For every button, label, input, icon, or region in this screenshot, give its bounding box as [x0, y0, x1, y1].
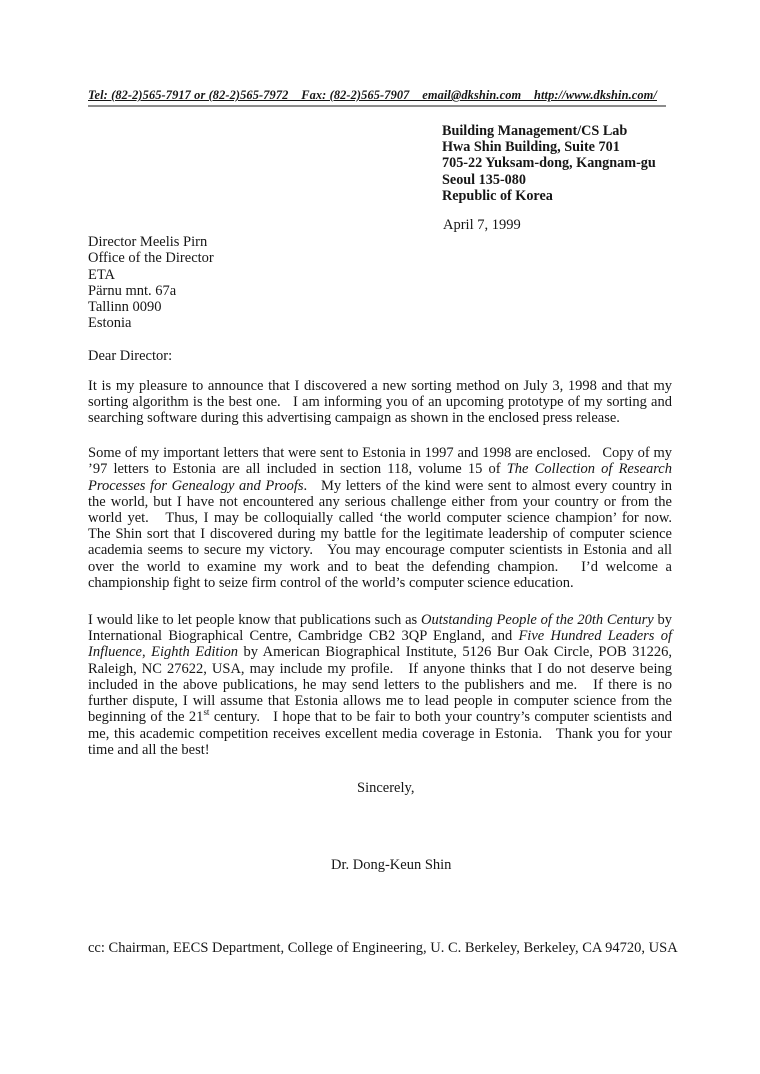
body-paragraph-3: I would like to let people know that publications such as Outstanding People of the 20th Century by International Biographical Centre, Cambridge CB2 3QP England, and Five Hundred Leaders of Influence, Eighth Edition by American Biographical Institute, 5126 Bur Oak Circle, POB 31226, Raleigh, NC 27622, USA, may include my profile. If anyone thinks that I do not deserve being included in the above publications, he may send letters to the publishers and me. If there is no further dispute, I will assume that Estonia allows me to lead people in computer science from the beginning of the 21st century. I hope that to be fair to both your country’s computer scientists and me, this academic competition receives excellent media coverage in Estonia. Thank you for your time and all the best!	[88, 612, 676, 758]
recipient-address-line: Tallinn 0090	[88, 299, 162, 316]
salutation: Dear Director:	[88, 348, 173, 365]
valediction: Sincerely,	[357, 779, 415, 796]
letterhead-contact-text: Tel: (82-2)565-7917 or (82-2)565-7972 Fax: (82-2)565-7907 email@dkshin.com http://www.dkshin.com/	[88, 88, 657, 102]
sender-address-line: Republic of Korea	[442, 187, 553, 204]
recipient-address-line: Estonia	[88, 315, 132, 332]
recipient-address-line: ETA	[88, 266, 116, 283]
recipient-address-line: Office of the Director	[88, 250, 214, 267]
sender-address-block	[442, 123, 672, 204]
sender-address-line: 705-22 Yuksam-dong, Kangnam-gu	[442, 155, 656, 172]
letter-content	[88, 0, 683, 957]
sender-address-line: Building Management/CS Lab	[442, 123, 628, 139]
signature-name: Dr. Dong-Keun Shin	[331, 857, 452, 874]
cc-line: cc: Chairman, EECS Department, College of Engineering, U. C. Berkeley, Berkeley, CA 94720, USA	[88, 940, 678, 957]
sender-address-line: Hwa Shin Building, Suite 701	[442, 139, 620, 156]
recipient-address-block	[88, 234, 672, 331]
letterhead-contact-line	[88, 86, 666, 107]
body-paragraph-1: It is my pleasure to announce that I discovered a new sorting method on July 3, 1998 and that my sorting algorithm is the best one. I am informing you of an upcoming prototype of my sorting and searching software during this advertising campaign as shown in the enclosed press release.	[88, 377, 676, 427]
recipient-address-line: Director Meelis Pirn	[88, 234, 208, 251]
body-paragraph-2: Some of my important letters that were sent to Estonia in 1997 and 1998 are enclosed. Copy of my ’97 letters to Estonia are all included in section 118, volume 15 of The Collection of Research Processes for Genealogy and Proofs. My letters of the kind were sent to almost every country in the world, but I have not encountered any serious challenge either from your country or from the world yet. Thus, I may be colloquially called ‘the world computer science champion’ for now. The Shin sort that I discovered during my battle for the legitimate leadership of computer science academia seems to secure my victory. You may encourage computer scientists in Estonia and all over the world to examine my work and to beat the defending champion. I’d welcome a championship fight to seize firm control of the world’s computer science education.	[88, 445, 683, 591]
letter-date: April 7, 1999	[443, 217, 521, 234]
recipient-address-line: Pärnu mnt. 67a	[88, 282, 177, 299]
sender-address-line: Seoul 135-080	[442, 171, 526, 188]
